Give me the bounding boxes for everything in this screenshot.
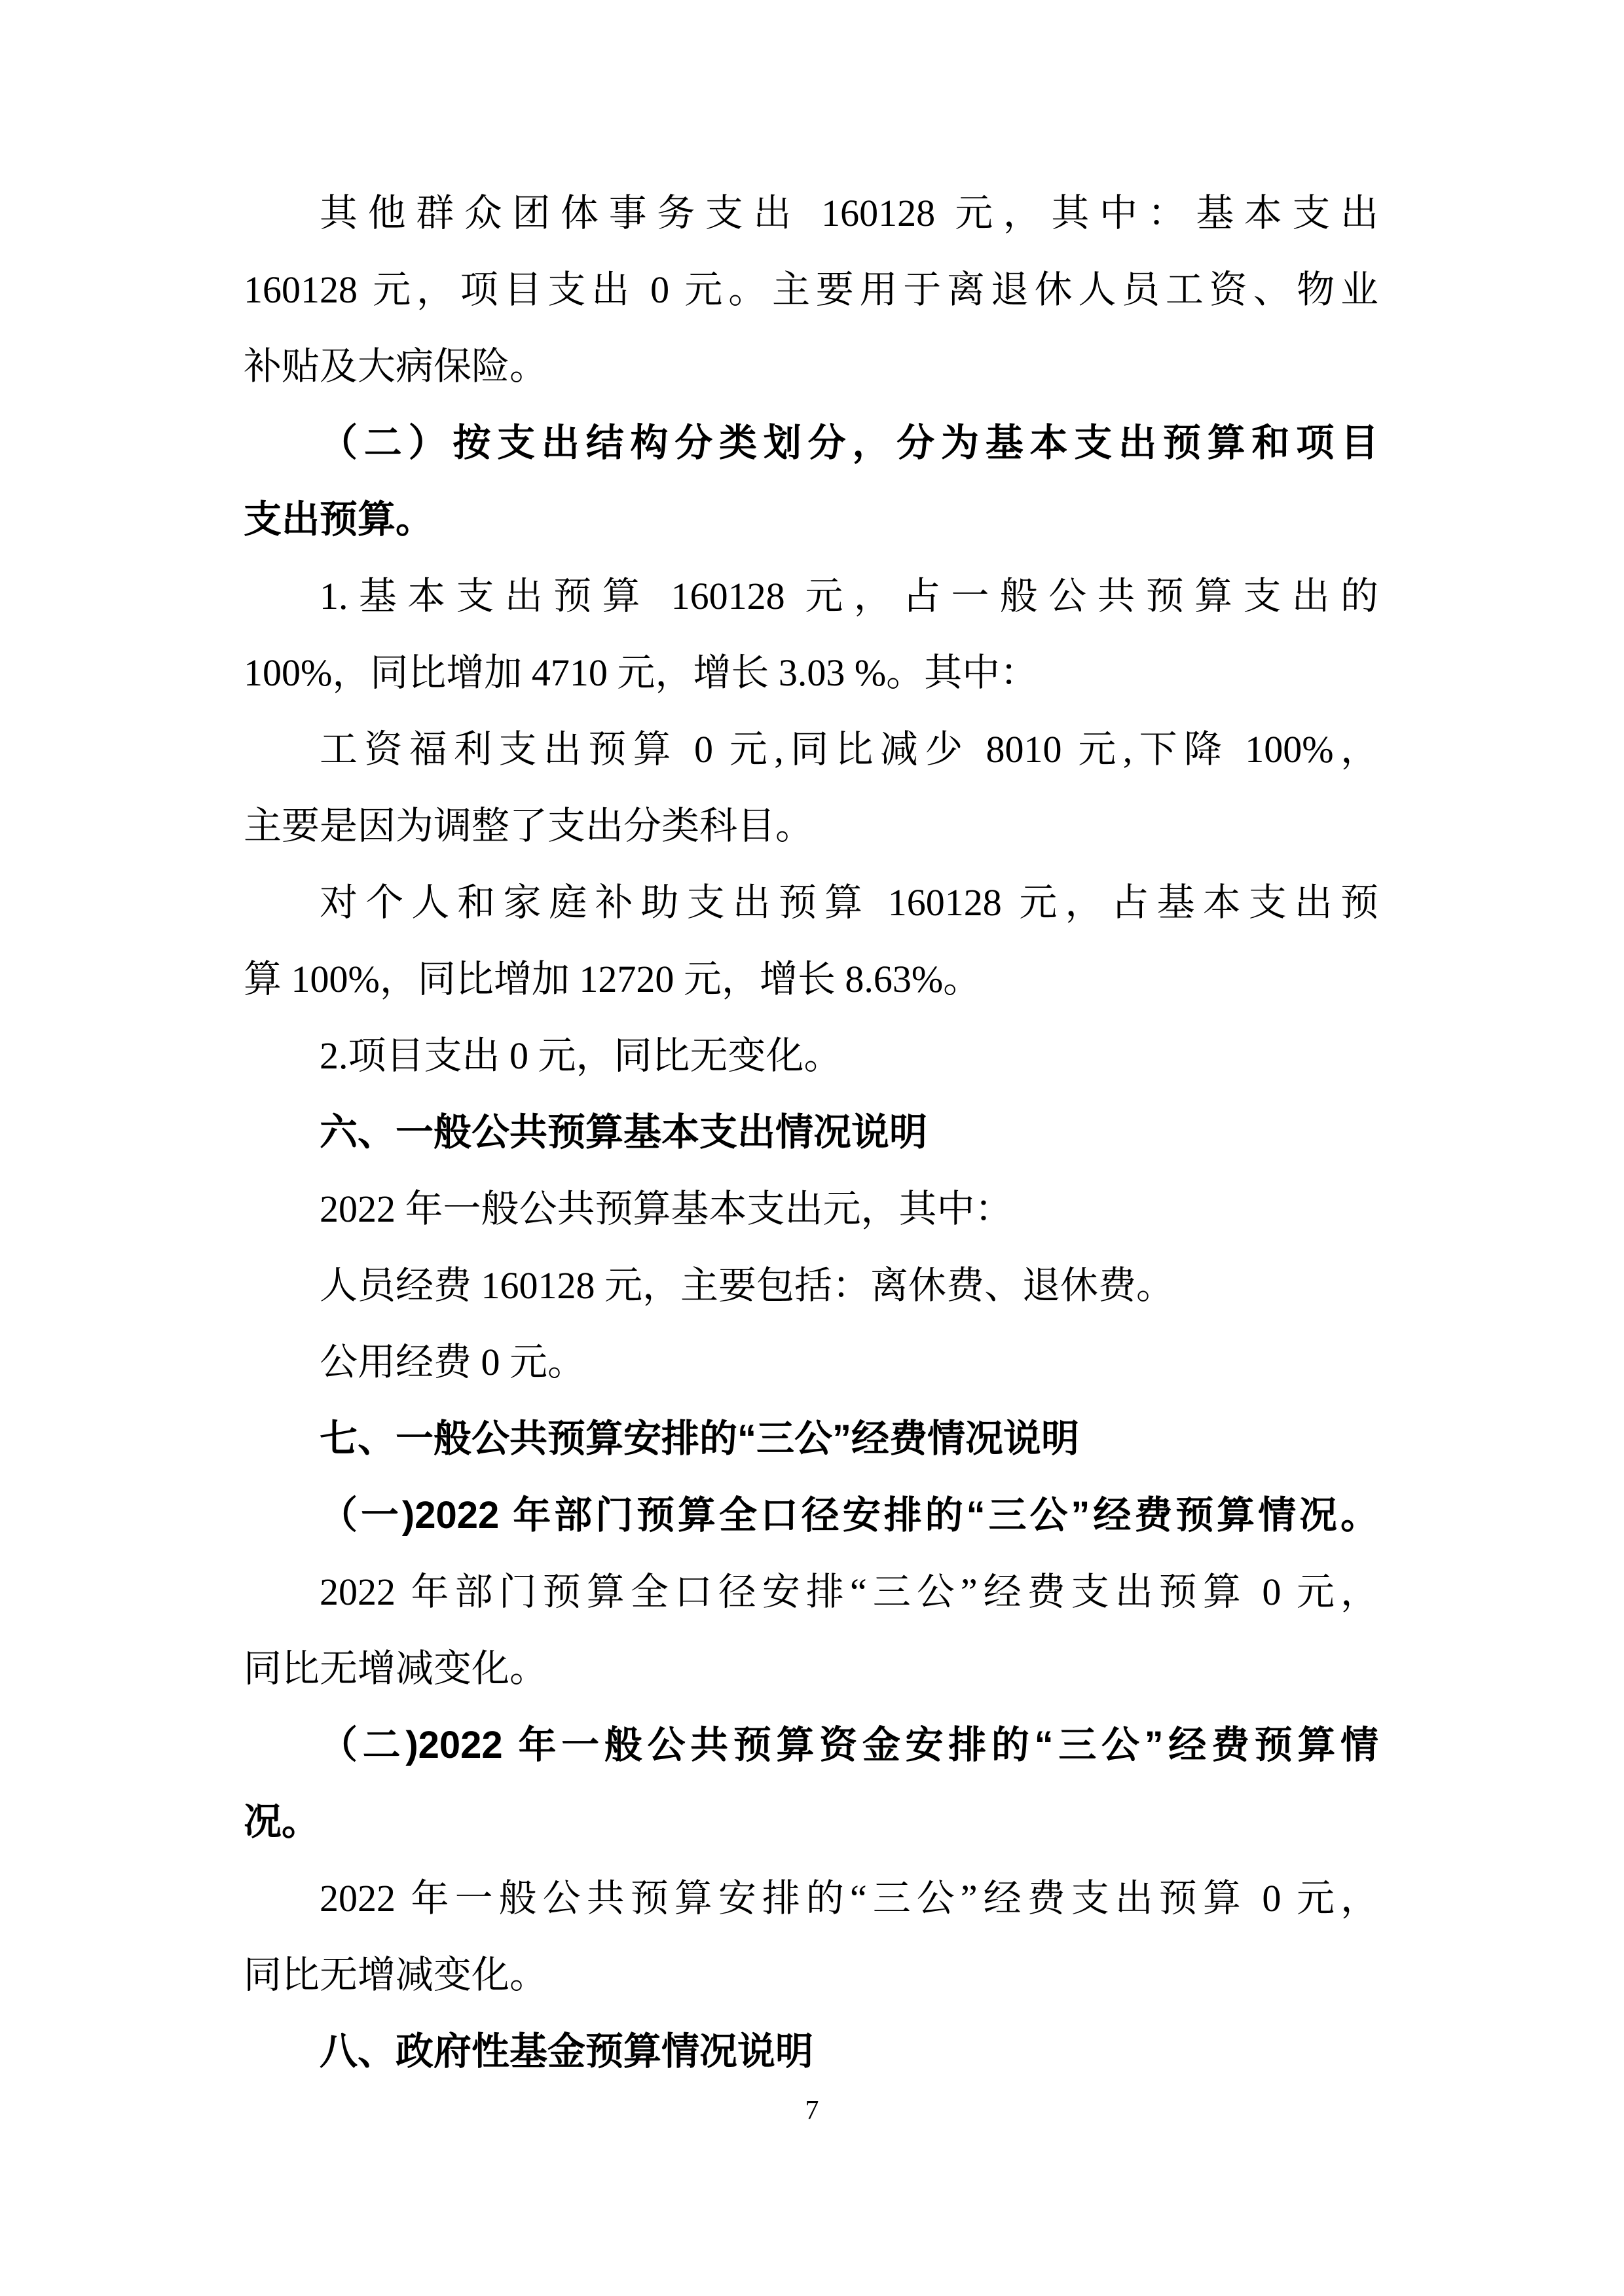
text-line: 其他群众团体事务支出 160128 元，其中：基本支出 bbox=[320, 192, 1378, 234]
text-line: 况。 bbox=[244, 1800, 320, 1843]
text-line: 2022 年一般公共预算基本支出元，其中： bbox=[320, 1188, 1013, 1230]
text-line: （二)2022 年一般公共预算资金安排的“三公”经费预算情 bbox=[320, 1724, 1378, 1766]
text-line: 工资福利支出预算 0 元,同比减少 8010 元,下降 100%， bbox=[320, 728, 1378, 771]
text-line: 六、一般公共预算基本支出情况说明 bbox=[320, 1111, 928, 1154]
text-line: 七、一般公共预算安排的“三公”经费情况说明 bbox=[320, 1417, 1080, 1460]
document-body bbox=[244, 175, 1378, 2090]
text-line: 支出预算。 bbox=[244, 498, 434, 541]
text-line: 算 100%，同比增加 12720 元，增长 8.63%。 bbox=[244, 958, 982, 1000]
text-line: 对个人和家庭补助支出预算 160128 元，占基本支出预 bbox=[320, 881, 1378, 924]
text-line: 同比无增减变化。 bbox=[244, 1647, 548, 1690]
text-line: 同比无增减变化。 bbox=[244, 1954, 548, 1996]
text-line: 2.项目支出 0 元，同比无变化。 bbox=[320, 1034, 842, 1077]
text-line: 主要是因为调整了支出分类科目。 bbox=[244, 805, 814, 847]
text-line: 2022 年一般公共预算安排的“三公”经费支出预算 0 元， bbox=[320, 1877, 1378, 1920]
text-line: 2022 年部门预算全口径安排“三公”经费支出预算 0 元， bbox=[320, 1571, 1378, 1613]
text-line: 160128 元，项目支出 0 元。主要用于离退休人员工资、物业 bbox=[244, 268, 1378, 311]
text-line: （二）按支出结构分类划分，分为基本支出预算和项目 bbox=[320, 422, 1378, 464]
page-number: 7 bbox=[805, 2096, 819, 2126]
text-line: 公用经费 0 元。 bbox=[320, 1341, 586, 1383]
text-line: 补贴及大病保险。 bbox=[244, 345, 548, 388]
text-line: 1.基本支出预算 160128 元，占一般公共预算支出的 bbox=[320, 575, 1378, 617]
text-line: 100%，同比增加 4710 元，增长 3.03 %。其中： bbox=[244, 651, 1039, 694]
text-line: （一)2022 年部门预算全口径安排的“三公”经费预算情况。 bbox=[320, 1494, 1378, 1537]
text-line: 八、政府性基金预算情况说明 bbox=[320, 2030, 814, 2073]
text-line: 人员经费 160128 元，主要包括：离休费、退休费。 bbox=[320, 1264, 1175, 1307]
